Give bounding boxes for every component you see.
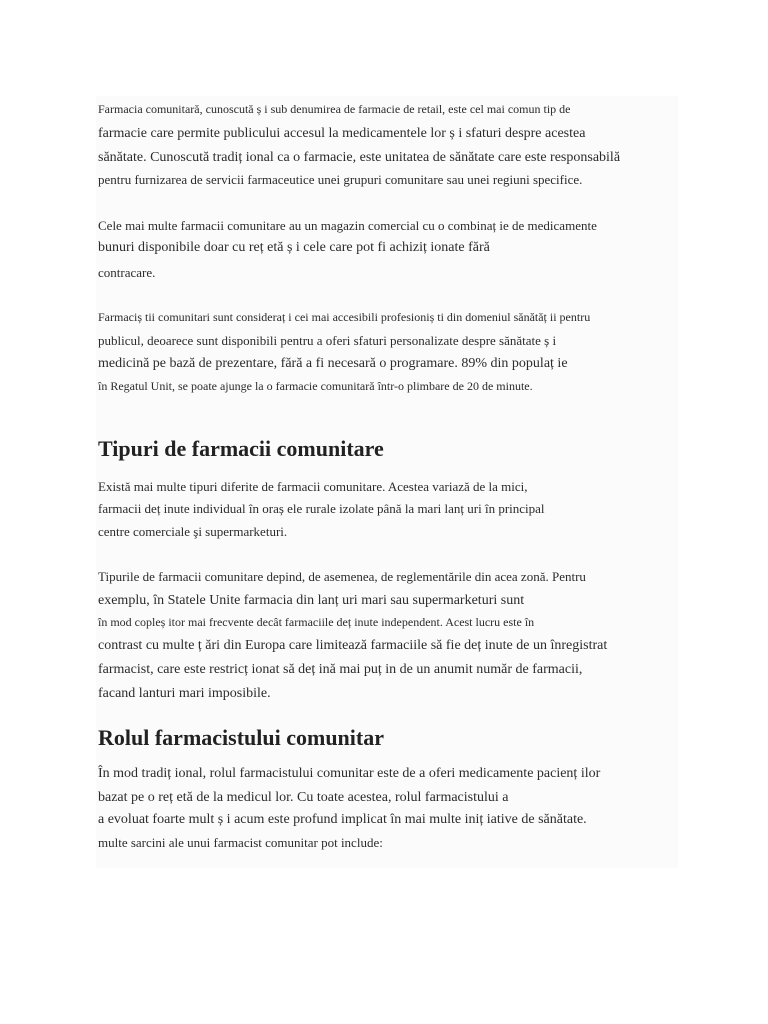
paragraph-3-line-3: medicină pe bază de prezentare, fără a fi necesară o programare. 89% din populaț ie <box>98 356 568 371</box>
paragraph-6-line-4: multe sarcini ale unui farmacist comunitar pot include: <box>98 835 383 850</box>
paragraph-4-line-1: Există mai multe tipuri diferite de farmacii comunitare. Acestea variază de la mici, <box>98 479 528 494</box>
paragraph-2-line-1: Cele mai multe farmacii comunitare au un magazin comercial cu o combinaț ie de medicamente <box>98 218 597 233</box>
paragraph-1-line-4: pentru furnizarea de servicii farmaceutice unei grupuri comunitare sau unei regiuni specifice. <box>98 172 583 187</box>
paragraph-1-line-2: farmacie care permite publicului accesul la medicamentele lor ș i sfaturi despre acestea <box>98 126 586 141</box>
paragraph-5-line-2: exemplu, în Statele Unite farmacia din lanț uri mari sau supermarketuri sunt <box>98 593 525 608</box>
paragraph-5-line-6: facand lanturi mari imposibile. <box>98 686 271 701</box>
paragraph-5-line-3: în mod copleș itor mai frecvente decât farmaciile deț inute independent. Acest lucru este în <box>98 615 535 629</box>
paragraph-5-line-4: contrast cu multe ț ări din Europa care limitează farmaciile să fie deț inute de un înregistrat <box>98 638 608 653</box>
paragraph-3-line-4: în Regatul Unit, se poate ajunge la o farmacie comunitară într-o plimbare de 20 de minute. <box>98 379 533 393</box>
paragraph-2-line-3: contracare. <box>98 265 156 280</box>
paragraph-4-line-2: farmacii deț inute individual în oraș ele rurale izolate până la mari lanț uri în principal <box>98 501 545 516</box>
paragraph-1-line-3: sănătate. Cunoscută tradiț ional ca o farmacie, este unitatea de sănătate care este responsabilă <box>98 150 621 165</box>
paragraph-4-line-3: centre comerciale şi supermarketuri. <box>98 524 288 539</box>
paragraph-5-line-1: Tipurile de farmacii comunitare depind, de asemenea, de reglementările din acea zonă. Pentru <box>98 569 586 584</box>
paragraph-6-line-1: În mod tradiț ional, rolul farmacistului comunitar este de a oferi medicamente pacienț ilor <box>98 766 601 781</box>
heading-types-of-community-pharmacies: Tipuri de farmacii comunitare <box>98 436 384 461</box>
paragraph-3-line-1: Farmaciș tii comunitari sunt consideraț i cei mai accesibili profesioniș ti din domeniul sănătăț ii pentru <box>98 310 591 324</box>
paragraph-1-line-1: Farmacia comunitară, cunoscută ș i sub denumirea de farmacie de retail, este cel mai comun tip de <box>98 102 571 116</box>
paragraph-6-line-2: bazat pe o reț etă de la medicul lor. Cu toate acestea, rolul farmacistului a <box>98 790 509 805</box>
paragraph-6-line-3: a evoluat foarte mult ș i acum este profund implicat în mai multe iniț iative de sănătate. <box>98 812 587 827</box>
paragraph-2-line-2: bunuri disponibile doar cu reț etă ș i cele care pot fi achiziț ionate fără <box>98 240 490 255</box>
paragraph-5-line-5: farmacist, care este restricț ionat să deț ină mai puț in de un anumit număr de farmacii, <box>98 662 583 677</box>
paragraph-3-line-2: publicul, deoarece sunt disponibili pentru a oferi sfaturi personalizate despre sănătate ș i <box>98 333 557 348</box>
heading-role-of-community-pharmacist: Rolul farmacistului comunitar <box>98 725 384 750</box>
